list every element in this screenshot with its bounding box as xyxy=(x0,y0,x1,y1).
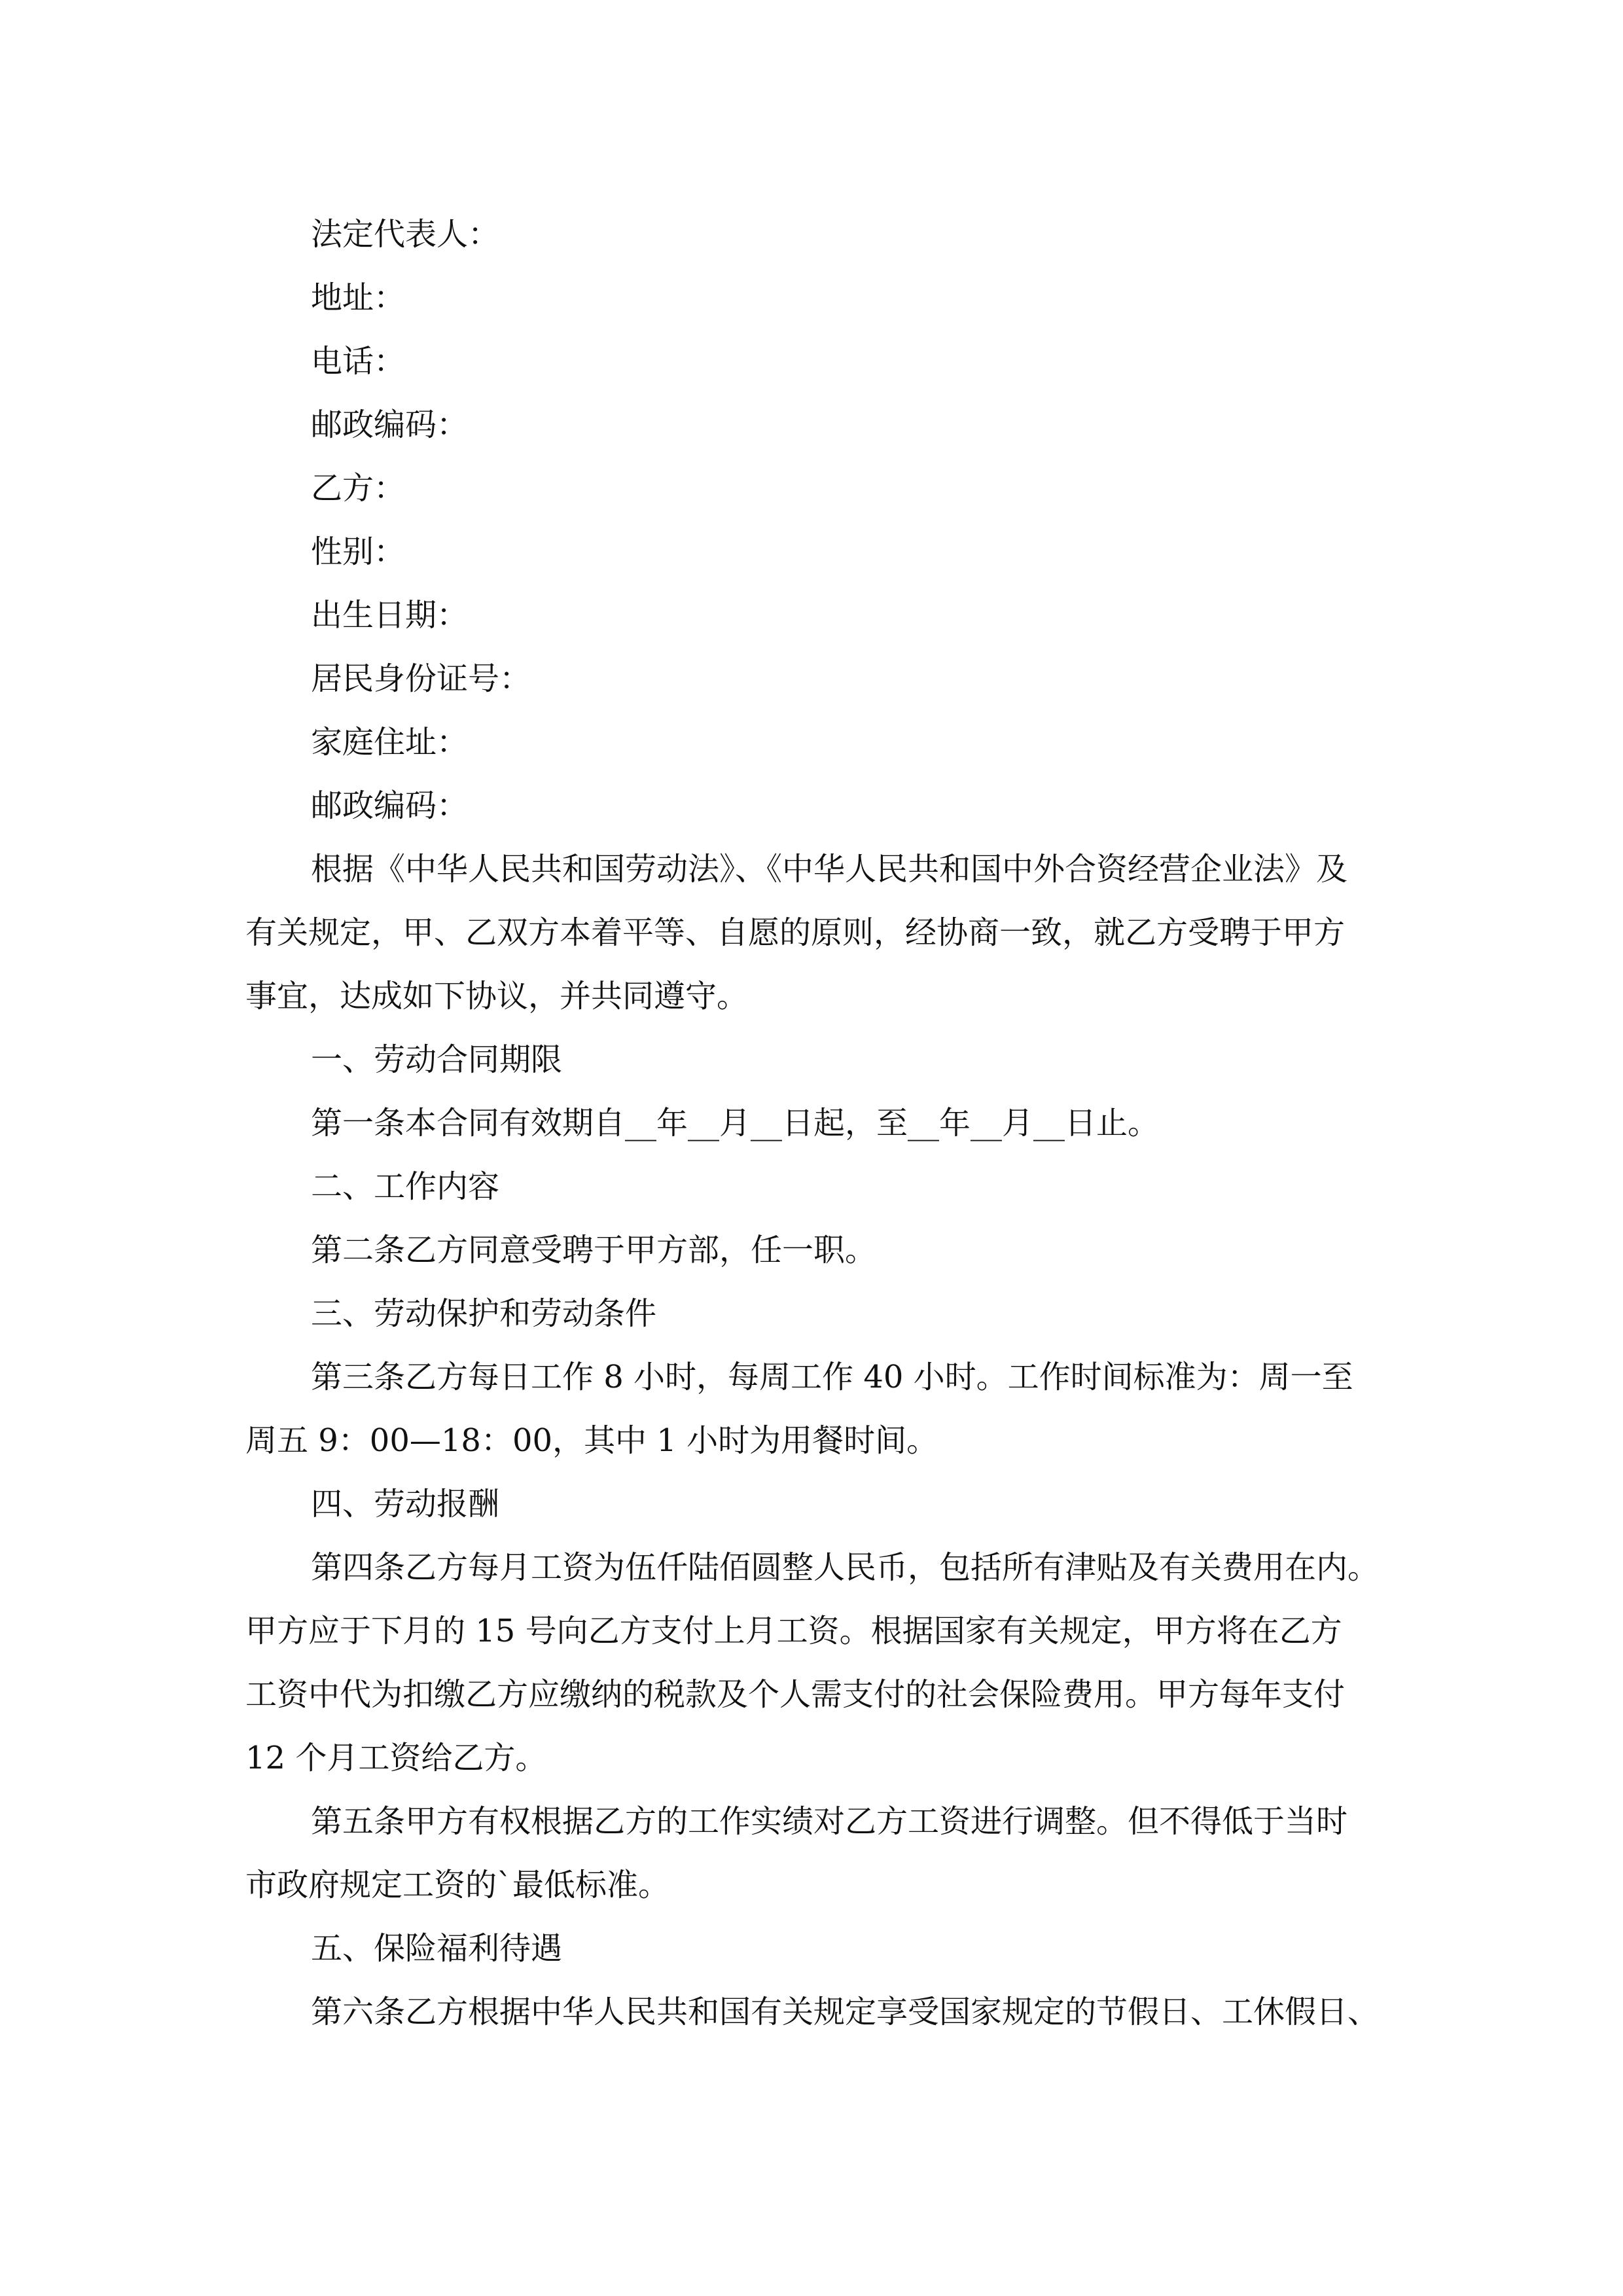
clause-line: 第三条乙方每日工作 8 小时，每周工作 40 小时。工作时间标准为：周一至 xyxy=(311,1359,1353,1395)
clause-line: 12 个月工资给乙方。 xyxy=(245,1740,547,1776)
paragraph-line: 有关规定，甲、乙双方本着平等、自愿的原则，经协商一致，就乙方受聘于甲方 xyxy=(245,914,1346,951)
clause-line: 第二条乙方同意受聘于甲方部，任一职。 xyxy=(311,1232,877,1268)
clause-line: 第一条本合同有效期自__年__月__日起，至__年__月__日止。 xyxy=(311,1105,1160,1141)
clause-line: 第六条乙方根据中华人民共和国有关规定享受国家规定的节假日、工休假日、 xyxy=(311,1994,1380,2030)
document-body xyxy=(245,203,1381,2044)
paragraph-line: 事宜，达成如下协议，并共同遵守。 xyxy=(245,978,749,1014)
text-line: 地址： xyxy=(311,279,406,316)
clause-line: 市政府规定工资的`最低标准。 xyxy=(245,1867,670,1903)
text-line: 电话： xyxy=(311,343,406,380)
clause-line: 甲方应于下月的 15 号向乙方支付上月工资。根据国家有关规定，甲方将在乙方 xyxy=(245,1613,1342,1649)
clause-line: 第四条乙方每月工资为伍仟陆佰圆整人民币，包括所有津贴及有关费用在内。 xyxy=(311,1549,1380,1586)
section-heading: 四、劳动报酬 xyxy=(311,1486,500,1522)
section-heading: 二、工作内容 xyxy=(311,1168,500,1205)
text-line: 性别： xyxy=(311,533,406,570)
section-heading: 三、劳动保护和劳动条件 xyxy=(311,1295,657,1332)
text-line: 居民身份证号： xyxy=(311,660,531,697)
clause-line: 周五 9：00—18：00，其中 1 小时为用餐时间。 xyxy=(245,1422,938,1459)
text-line: 家庭住址： xyxy=(311,724,469,761)
text-line: 邮政编码： xyxy=(311,406,469,443)
paragraph-line: 根据《中华人民共和国劳动法》、《中华人民共和国中外合资经营企业法》及 xyxy=(311,851,1348,888)
text-line: 乙方： xyxy=(311,470,406,507)
section-heading: 一、劳动合同期限 xyxy=(311,1041,563,1078)
clause-line: 第五条甲方有权根据乙方的工作实绩对乙方工资进行调整。但不得低于当时 xyxy=(311,1803,1348,1840)
clause-line: 工资中代为扣缴乙方应缴纳的税款及个人需支付的社会保险费用。甲方每年支付 xyxy=(245,1676,1346,1713)
section-heading: 五、保险福利待遇 xyxy=(311,1930,563,1967)
text-line: 邮政编码： xyxy=(311,787,469,824)
text-line: 法定代表人： xyxy=(311,216,500,253)
text-line: 出生日期： xyxy=(311,597,469,634)
